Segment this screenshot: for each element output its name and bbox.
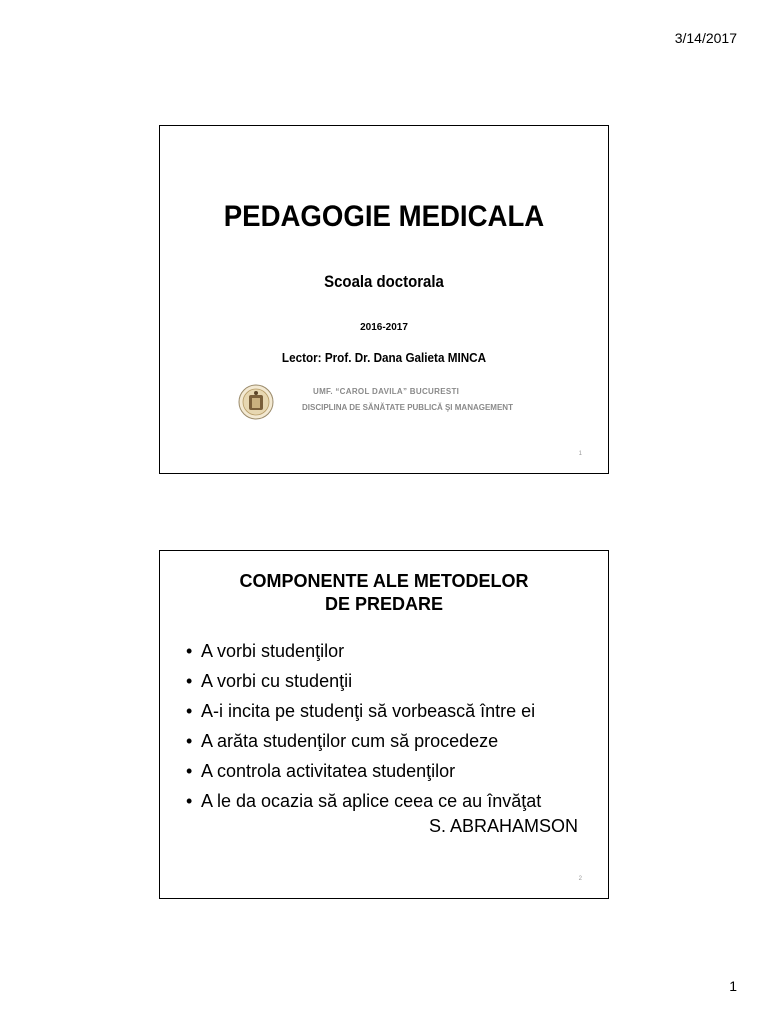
author-attribution: S. ABRAHAMSON: [428, 816, 578, 836]
list-item: • A controla activitatea studenţilor: [186, 756, 541, 786]
bullet-list: [186, 636, 541, 816]
list-item: • A vorbi studenţilor: [186, 636, 541, 666]
lecturer-name: Lector: Prof. Dr. Dana Galieta MINCA: [281, 350, 487, 365]
page-number: 1: [729, 978, 737, 994]
department-name: DISCIPLINA DE SĂNĂTATE PUBLICĂ ŞI MANAGEMENT: [302, 403, 513, 412]
list-item: • A vorbi cu studenţii: [186, 666, 541, 696]
slide-title: PEDAGOGIE MEDICALA: [223, 200, 545, 233]
list-item: • A-i incita pe studenţi să vorbească între ei: [186, 696, 541, 726]
slide-2: [159, 550, 609, 899]
slide-title-line-2: DE PREDARE: [324, 594, 444, 614]
slide-title: [160, 570, 608, 616]
list-item: • A arăta studenţilor cum să procedeze: [186, 726, 541, 756]
academic-years: 2016-2017: [360, 322, 408, 333]
slide-title-line-1: COMPONENTE ALE METODELOR: [239, 571, 529, 591]
slide-number: 1: [578, 451, 582, 457]
list-item: • A le da ocazia să aplice ceea ce au învăţat: [186, 786, 541, 816]
slide-number: 2: [578, 876, 582, 882]
university-name: UMF. “CAROL DAVILA” BUCURESTI: [313, 387, 460, 396]
slide-1: [159, 125, 609, 474]
header-date: 3/14/2017: [674, 30, 737, 46]
university-logo: [238, 384, 274, 420]
slide-subtitle: Scoala doctorala: [324, 272, 444, 291]
